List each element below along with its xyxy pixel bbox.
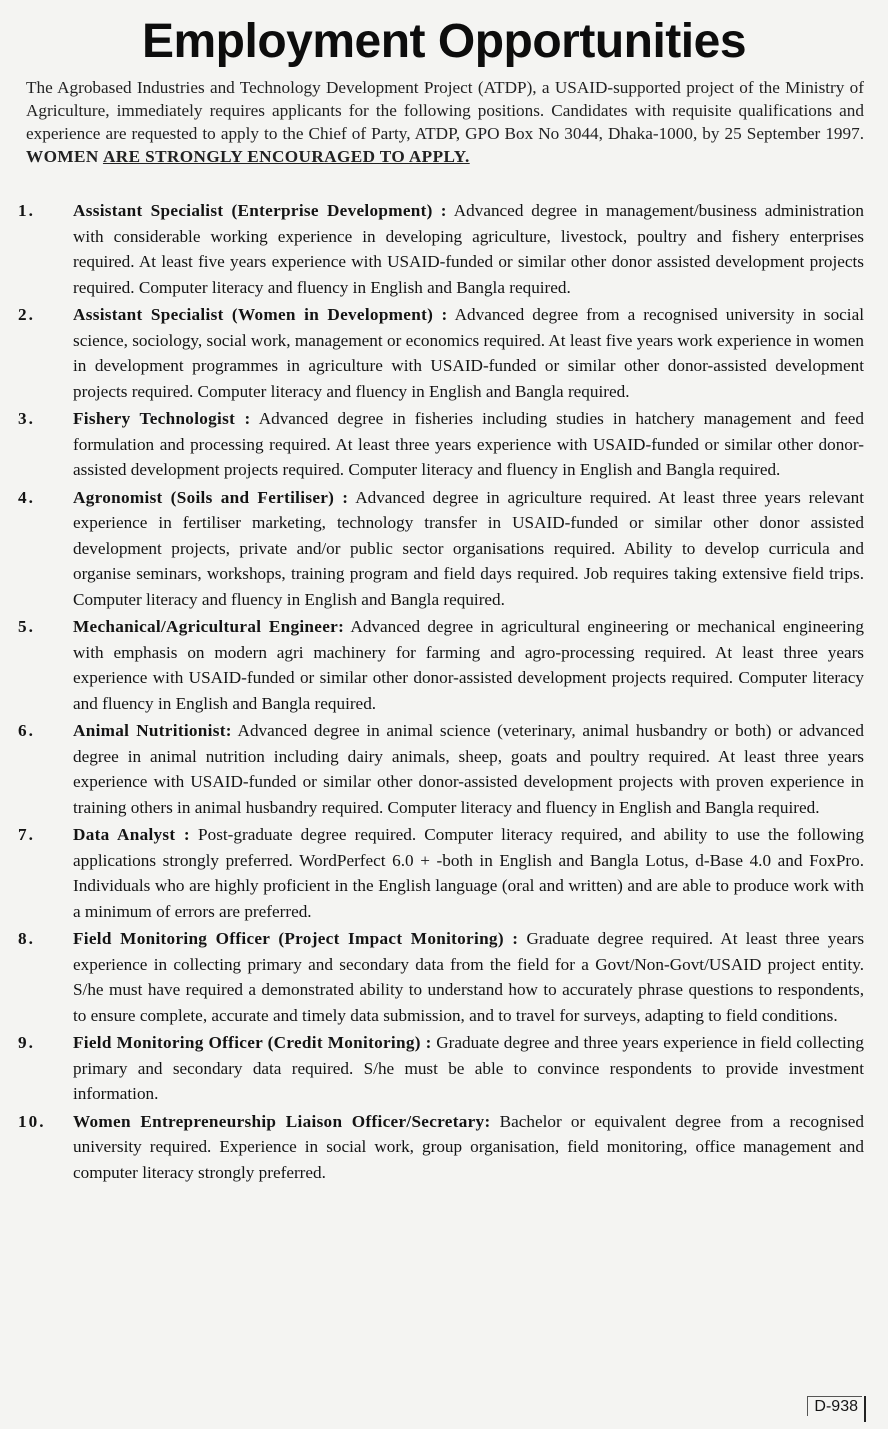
job-title: Agronomist (Soils and Fertiliser) : (73, 487, 349, 507)
job-number: 10. (18, 1111, 46, 1131)
job-description: Advanced degree from a recognised university in social science, sociology, social work, management or economics required. At least five years work experience in women in development programmes in agriculture with USAID-funded or similar other donor-assisted development projects required. Computer literacy and fluency in English and Bangla required. (73, 305, 864, 401)
job-title: Assistant Specialist (Enterprise Development) : (73, 201, 447, 220)
border-rule (864, 1396, 866, 1422)
job-number: 3. (18, 409, 35, 428)
job-number: 5. (18, 617, 35, 636)
job-title: Field Monitoring Officer (Credit Monitoring) : (73, 1033, 432, 1052)
page-title: Employment Opportunities (141, 15, 747, 68)
job-title: Field Monitoring Officer (Project Impact Monitoring) : (73, 929, 519, 948)
job-description: Advanced degree in animal science (veterinary, animal husbandry or both) or advanced degree in animal nutrition including dairy animals, sheep, goats and poultry required. At least three years experience with USAID-funded or similar other donor-assisted development projects with proven experience in training others in animal husbandry required. Computer literacy and fluency in English and Bangla required. (73, 721, 864, 817)
job-list (18, 198, 864, 1187)
job-title: Women Entrepreneurship Liaison Officer/Secretary: (73, 1111, 491, 1131)
job-title: Assistant Specialist (Women in Development) : (73, 305, 448, 324)
job-item (18, 198, 864, 300)
job-number: 2. (18, 305, 35, 324)
job-item (18, 302, 864, 404)
job-title: Mechanical/Agricultural Engineer: (73, 617, 345, 636)
intro-emphasis-encouraged: ARE STRONGLY ENCOURAGED TO APPLY. (102, 147, 470, 166)
job-number: 8. (18, 929, 35, 948)
job-item (18, 926, 864, 1028)
job-title: Animal Nutritionist: (73, 721, 232, 740)
job-description: Graduate degree required. At least three years experience in collecting primary and secondary data from the field for a Govt/Non-Govt/USAID project entity. S/he must have required a demonstrated ability to understand how to accurately phrase questions to respondents, to ensure complete, accurate and timely data submission, and to travel for surveys, adapting to field conditions. (73, 929, 865, 1025)
job-item (18, 1030, 864, 1107)
job-title: Data Analyst : (73, 825, 190, 844)
job-description: Graduate degree and three years experience in field collecting primary and secondary data required. S/he must be able to convince respondents to provide investment information. (73, 1033, 864, 1103)
job-description: Advanced degree in management/business administration with considerable working experience in developing agriculture, livestock, poultry and fishery enterprises required. At least five years experience with USAID-funded or similar other donor assisted development projects required. Computer literacy and fluency in English and Bangla required. (73, 201, 864, 297)
job-description: Bachelor or equivalent degree from a recognised university required. Experience in social work, group organisation, field monitoring, office management and computer literacy strongly preferred. (73, 1111, 865, 1182)
job-description: Advanced degree in agriculture required. At least three years relevant experience in fertiliser marketing, technology transfer in USAID-funded or similar other donor assisted development projects, private and/or public sector organisations required. Ability to develop curricula and organise seminars, workshops, training program and field days required. Job requires taking extensive field trips. Computer literacy and fluency in English and Bangla required. (73, 487, 864, 609)
job-description: Post-graduate degree required. Computer literacy required, and ability to use the following applications strongly preferred. WordPerfect 6.0 + -both in English and Bangla Lotus, d-Base 4.0 and FoxPro. Individuals who are highly proficient in the English language (oral and written) and are able to produce work with a minimum of errors are preferred. (73, 825, 864, 921)
job-description: Advanced degree in fisheries including studies in hatchery management and feed formulation and processing required. At least three years experience with USAID-funded or similar other donor-assisted development projects required. Computer literacy and fluency in English and Bangla required. (73, 409, 864, 479)
job-number: 7. (18, 825, 35, 844)
intro-paragraph (26, 76, 864, 168)
job-item (18, 822, 864, 924)
job-number: 4. (18, 487, 35, 507)
job-number: 1. (18, 201, 35, 220)
intro-text: The Agrobased Industries and Technology Development Project (ATDP), a USAID-supported project of the Ministry of Agriculture, immediately requires applicants for the following positions. Candidates with requisite qualifications and experience are requested to apply to the Chief of Party, ATDP, GPO Box No 3044, Dhaka-1000, by 25 September 1997. (26, 78, 864, 143)
job-number: 9. (18, 1033, 35, 1052)
job-number: 6. (18, 721, 35, 740)
reference-code: D-938 (807, 1396, 862, 1416)
job-item (18, 485, 864, 613)
job-item (18, 1109, 864, 1186)
job-item (18, 614, 864, 716)
job-item (18, 718, 864, 820)
job-description: Advanced degree in agricultural engineering or mechanical engineering with emphasis on modern agri machinery for farming and agro-processing required. At least three years experience with USAID-funded or similar other donor-assisted development projects required. Computer literacy and fluency in English and Bangla required. (73, 617, 864, 713)
intro-emphasis-women: WOMEN (26, 147, 99, 166)
job-item (18, 406, 864, 483)
job-title: Fishery Technologist : (73, 409, 251, 428)
